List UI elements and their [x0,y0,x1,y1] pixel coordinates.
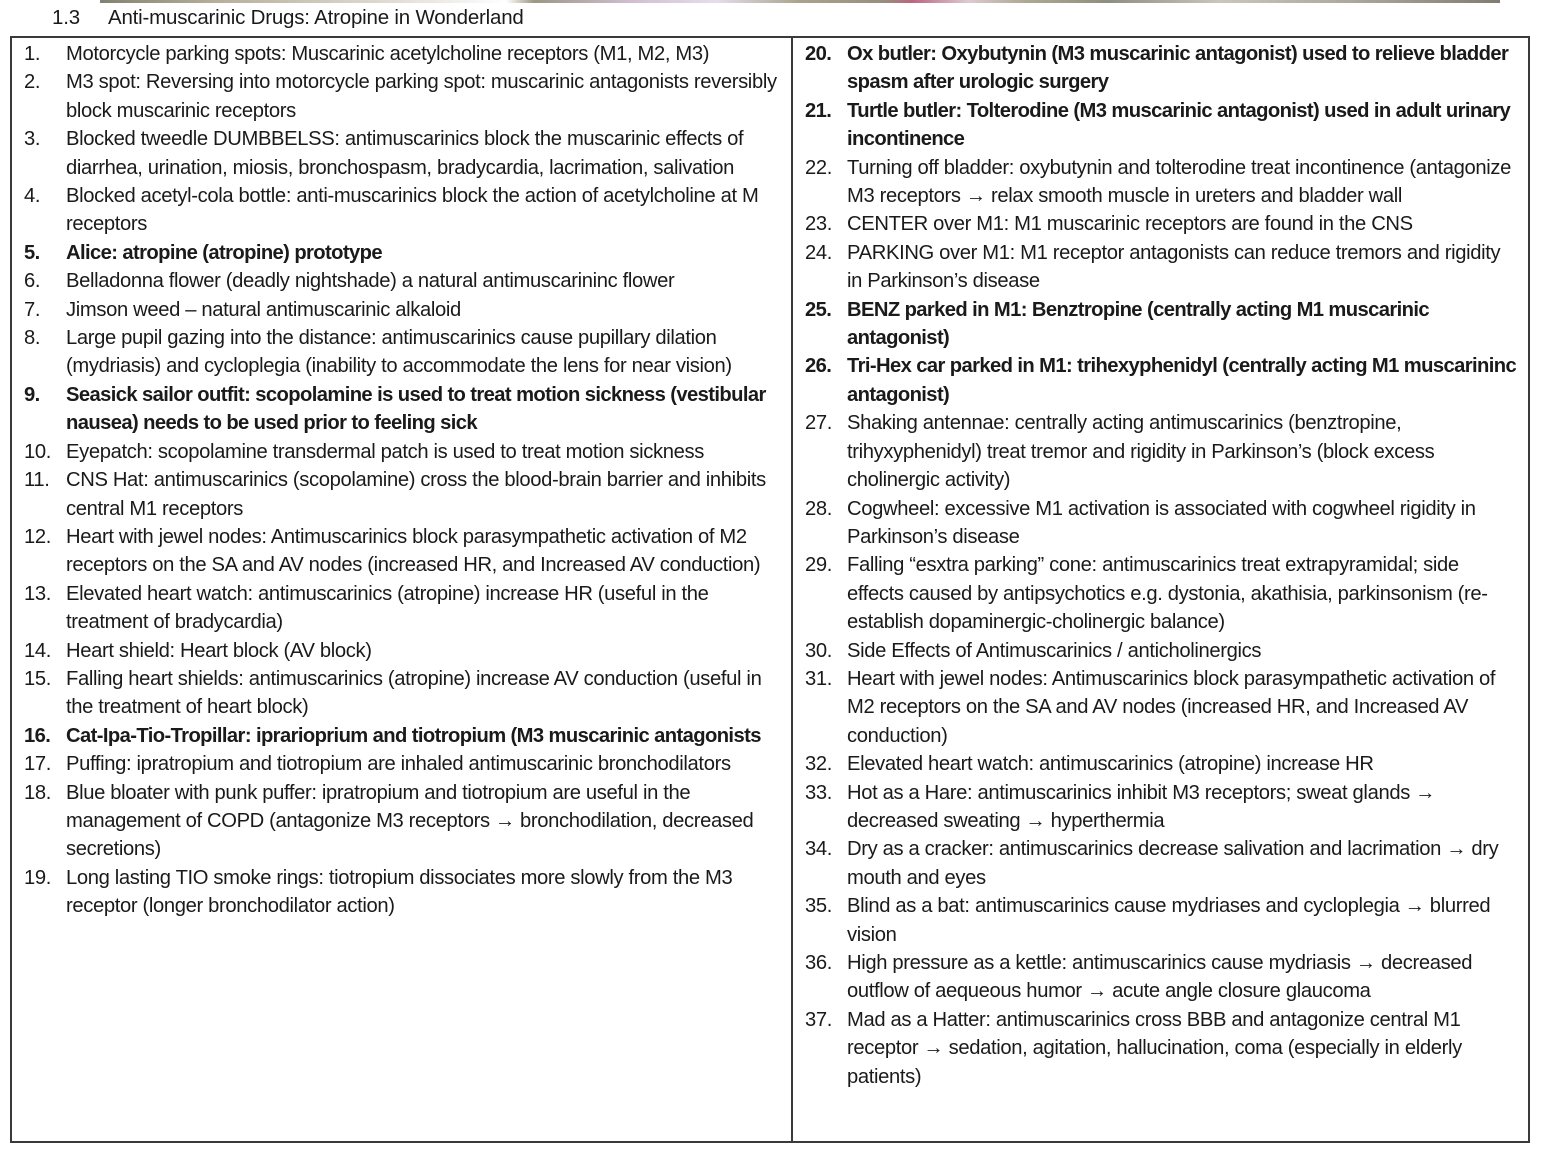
item-text: Shaking antennae: centrally acting antimuscarinics (benztropine, trihyxyphenidyl) treat tremor and rigidity in Parkinson’s (block excess cholinergic activity) [847,412,1435,492]
item-text: Side Effects of Antimuscarinics / anticholinergics [847,639,1262,662]
item-number: 10. [24,440,52,463]
item-number: 16. [24,724,51,747]
item-text: Tri-Hex car parked in M1: trihexyphenidyl (centrally acting M1 muscarininc antagonist) [847,355,1517,406]
list-item [12,438,791,466]
list-item [793,154,1528,211]
left-item-list [12,40,791,921]
item-number: 35. [805,895,833,918]
right-item-list [793,40,1528,1091]
list-item [793,40,1528,97]
item-number: 11. [24,469,50,492]
item-text: Alice: atropine (atropine) prototype [66,241,382,264]
item-number: 22. [805,156,833,179]
list-item [12,580,791,637]
list-item [12,239,791,267]
list-item [793,409,1528,494]
item-number: 33. [805,781,833,804]
item-number: 23. [805,213,833,236]
item-text: Heart with jewel nodes: Antimuscarinics block parasympathetic activation of M2 receptors on the SA and AV nodes (increased HR, and Increased AV conduction) [847,667,1496,747]
list-item [12,779,791,864]
item-text: CENTER over M1: M1 muscarinic receptors are found in the CNS [847,213,1413,236]
item-number: 17. [24,753,52,776]
section-heading [52,6,524,30]
item-text: Heart with jewel nodes: Antimuscarinics block parasympathetic activation of M2 receptors on the SA and AV nodes (increased HR, and Increased AV conduction) [66,525,761,577]
item-number: 26. [805,355,832,378]
item-number: 4. [24,185,41,208]
item-text: CNS Hat: antimuscarinics (scopolamine) cross the blood-brain barrier and inhibits central M1 receptors [66,469,766,520]
item-text: Turning off bladder: oxybutynin and tolterodine treat incontinence (antagonize M3 receptors → relax smooth muscle in ureters and bladder wall [847,156,1512,208]
item-number: 36. [805,952,833,974]
list-item [12,722,791,750]
item-number: 29. [805,554,833,577]
item-text: Cat-Ipa-Tio-Tropillar: iprarioprium and tiotropium (M3 muscarinic antagonists [66,724,761,747]
item-number: 28. [805,497,833,520]
item-text: Motorcycle parking spots: Muscarinic acetylcholine receptors (M1, M2, M3) [66,43,710,65]
list-item [12,665,791,722]
list-item [12,267,791,295]
list-item [793,239,1528,296]
list-item [12,466,791,523]
item-number: 25. [805,298,832,321]
item-number: 5. [24,241,40,264]
item-number: 31. [805,667,833,690]
section-title: Anti-muscarinic Drugs: Atropine in Wonderland [108,6,524,29]
item-number: 20. [805,43,832,65]
list-item [793,779,1528,836]
item-number: 18. [24,781,52,804]
item-text: Belladonna flower (deadly nightshade) a natural antimuscarininc flower [66,270,675,293]
list-item [12,523,791,580]
item-number: 2. [24,71,41,94]
list-item [793,892,1528,949]
item-text: Hot as a Hare: antimuscarinics inhibit M3 receptors; sweat glands → decreased sweating → hyperthermia [847,781,1436,832]
list-item [793,1006,1528,1091]
item-number: 19. [24,866,52,889]
list-item [12,324,791,381]
item-text: Heart shield: Heart block (AV block) [66,639,372,662]
item-text: Falling “esxtra parking” cone: antimuscarinics treat extrapyramidal; side effects caused by antipsychotics e.g. dystonia, akathisia, parkinsonism (re-establish dopaminergic-cholinergic balance) [847,554,1488,634]
item-number: 32. [805,753,833,776]
item-text: Elevated heart watch: antimuscarinics (atropine) increase HR (useful in the treatment of bradycardia) [66,582,709,634]
item-number: 1. [24,43,41,65]
list-item [793,296,1528,353]
item-text: Seasick sailor outfit: scopolamine is used to treat motion sickness (vestibular nausea) needs to be used prior to feeling sick [66,383,766,435]
item-text: PARKING over M1: M1 receptor antagonists can reduce tremors and rigidity in Parkinson’s disease [847,241,1501,293]
list-item [793,949,1528,1006]
item-text: Blind as a bat: antimuscarinics cause mydriases and cycloplegia → blurred vision [847,895,1491,946]
list-item [793,495,1528,552]
list-item [12,40,791,68]
item-text: Puffing: ipratropium and tiotropium are inhaled antimuscarinic bronchodilators [66,753,731,776]
right-column [793,38,1528,1141]
list-item [12,296,791,324]
item-number: 13. [24,582,52,605]
list-item [793,551,1528,636]
item-text: Long lasting TIO smoke rings: tiotropium dissociates more slowly from the M3 receptor (longer bronchodilator action) [66,866,733,918]
list-item [12,68,791,125]
item-number: 6. [24,270,41,293]
item-number: 27. [805,412,833,435]
item-text: Blocked acetyl-cola bottle: anti-muscarinics block the action of acetylcholine at M receptors [66,185,759,236]
list-item [793,210,1528,238]
item-text: Cogwheel: excessive M1 activation is associated with cogwheel rigidity in Parkinson’s disease [847,497,1476,548]
item-text: High pressure as a kettle: antimuscarinics cause mydriasis → decreased outflow of aequeous humor → acute angle closure glaucoma [847,952,1473,1003]
mnemonic-table [10,36,1530,1143]
list-item [12,637,791,665]
list-item [12,381,791,438]
list-item [12,750,791,778]
item-number: 24. [805,241,833,264]
item-number: 3. [24,128,41,151]
list-item [793,750,1528,778]
item-text: Mad as a Hatter: antimuscarinics cross BBB and antagonize central M1 receptor → sedation, agitation, hallucination, coma (especially in elderly patients) [847,1008,1462,1088]
item-text: BENZ parked in M1: Benztropine (centrally acting M1 muscarinic antagonist) [847,298,1430,350]
section-number: 1.3 [52,6,80,29]
item-text: Ox butler: Oxybutynin (M3 muscarinic antagonist) used to relieve bladder spasm after urologic surgery [847,43,1509,94]
item-number: 14. [24,639,52,662]
list-item [793,97,1528,154]
item-number: 12. [24,525,52,548]
left-column [12,38,793,1141]
item-text: Blue bloater with punk puffer: ipratropium and tiotropium are useful in the management of COPD (antagonize M3 receptors → bronchodilation, decreased secretions) [66,781,754,861]
item-text: Blocked tweedle DUMBBELSS: antimuscarinics block the muscarinic effects of diarrhea, urination, miosis, bronchospasm, bradycardia, lacrimation, salivation [66,128,744,179]
list-item [12,125,791,182]
item-text: Large pupil gazing into the distance: antimuscarinics cause pupillary dilation (mydriasis) and cycloplegia (inability to accommodate the lens for near vision) [66,327,732,378]
item-text: Eyepatch: scopolamine transdermal patch is used to treat motion sickness [66,440,704,463]
item-number: 37. [805,1008,833,1031]
list-item [793,352,1528,409]
list-item [793,665,1528,750]
item-text: Turtle butler: Tolterodine (M3 muscarinic antagonist) used in adult urinary incontinence [847,99,1511,151]
item-text: M3 spot: Reversing into motorcycle parking spot: muscarinic antagonists reversibly block muscarinic receptors [66,71,777,122]
item-text: Jimson weed – natural antimuscarinic alkaloid [66,298,461,321]
item-number: 8. [24,327,41,350]
list-item [793,835,1528,892]
item-number: 15. [24,667,52,690]
list-item [793,637,1528,665]
item-number: 7. [24,298,41,321]
item-text: Elevated heart watch: antimuscarinics (atropine) increase HR [847,753,1374,776]
item-text: Dry as a cracker: antimuscarinics decrease salivation and lacrimation → dry mouth and eyes [847,838,1499,889]
cropped-image-edge [100,0,1500,3]
item-number: 9. [24,383,40,406]
item-text: Falling heart shields: antimuscarinics (atropine) increase AV conduction (useful in the treatment of heart block) [66,667,762,719]
item-number: 30. [805,639,833,662]
item-number: 21. [805,99,832,122]
list-item [12,182,791,239]
list-item [12,864,791,921]
item-number: 34. [805,838,833,861]
